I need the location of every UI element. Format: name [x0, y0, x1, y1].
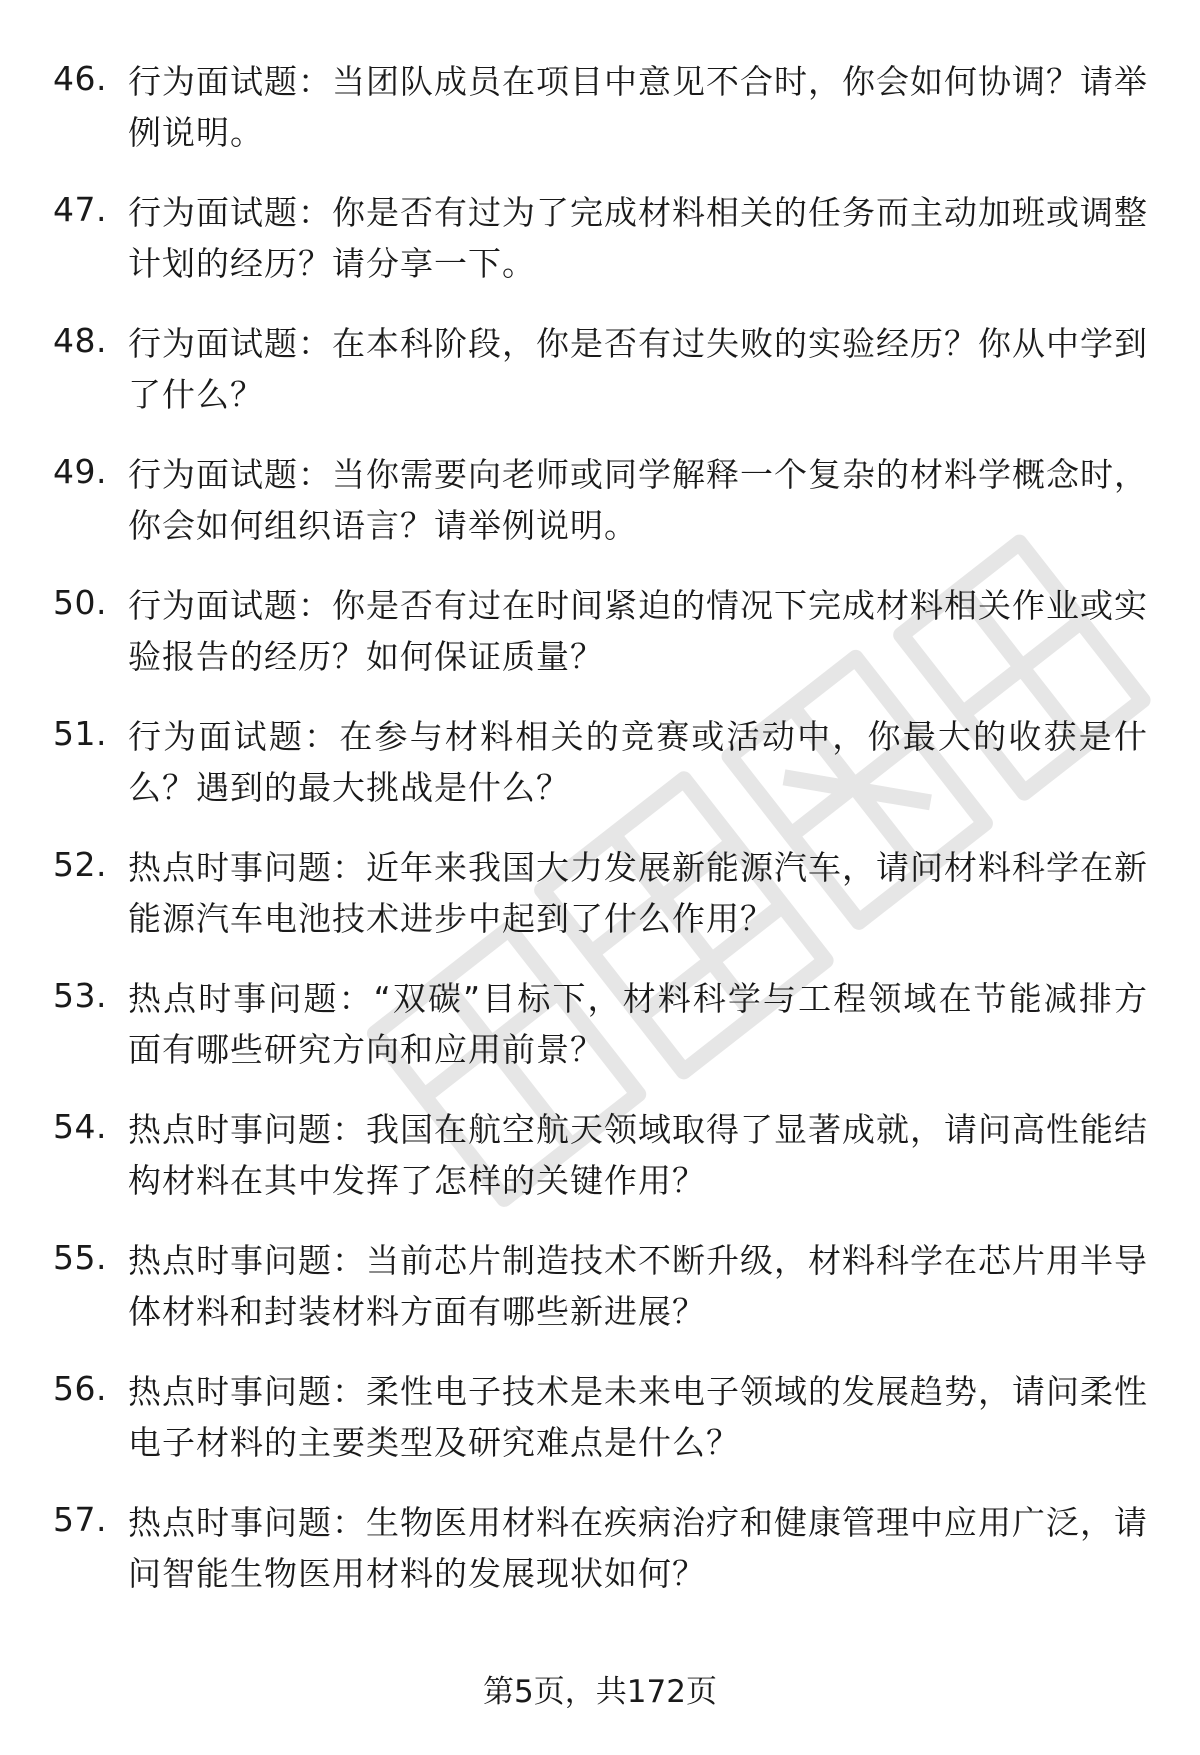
question-item — [0, 1366, 1200, 1497]
question-item — [0, 580, 1200, 711]
question-number: 51. — [53, 714, 107, 753]
question-item — [0, 449, 1200, 580]
question-text: 行为面试题：当团队成员在项目中意见不合时，你会如何协调？请举例说明。 — [128, 62, 1148, 152]
question-text: 热点时事问题：生物医用材料在疾病治疗和健康管理中应用广泛，请问智能生物医用材料的发展现状如何？ — [128, 1503, 1148, 1593]
question-item — [0, 1235, 1200, 1366]
question-number: 47. — [53, 190, 107, 229]
question-text: 热点时事问题：我国在航空航天领域取得了显著成就，请问高性能结构材料在其中发挥了怎样的关键作用？ — [128, 1110, 1148, 1200]
question-item — [0, 318, 1200, 449]
question-number: 56. — [53, 1369, 107, 1408]
question-number: 52. — [53, 845, 107, 884]
question-number: 57. — [53, 1500, 107, 1539]
question-item — [0, 1104, 1200, 1235]
question-text: 热点时事问题：“双碳”目标下，材料科学与工程领域在节能减排方面有哪些研究方向和应用前景？ — [128, 979, 1148, 1069]
question-list — [0, 56, 1200, 1628]
question-text: 行为面试题：在参与材料相关的竞赛或活动中，你最大的收获是什么？遇到的最大挑战是什么？ — [128, 717, 1148, 807]
question-text: 热点时事问题：柔性电子技术是未来电子领域的发展趋势，请问柔性电子材料的主要类型及研究难点是什么？ — [128, 1372, 1148, 1462]
question-number: 49. — [53, 452, 107, 491]
question-number: 55. — [53, 1238, 107, 1277]
question-number: 48. — [53, 321, 107, 360]
question-item — [0, 187, 1200, 318]
question-number: 46. — [53, 59, 107, 98]
question-text: 热点时事问题：近年来我国大力发展新能源汽车，请问材料科学在新能源汽车电池技术进步中起到了什么作用？ — [128, 848, 1148, 938]
question-number: 53. — [53, 976, 107, 1015]
question-item — [0, 842, 1200, 973]
question-text: 行为面试题：在本科阶段，你是否有过失败的实验经历？你从中学到了什么？ — [128, 324, 1148, 414]
question-item — [0, 973, 1200, 1104]
question-item — [0, 711, 1200, 842]
question-text: 行为面试题：你是否有过在时间紧迫的情况下完成材料相关作业或实验报告的经历？如何保证质量？ — [128, 586, 1148, 676]
question-number: 50. — [53, 583, 107, 622]
question-text: 行为面试题：你是否有过为了完成材料相关的任务而主动加班或调整计划的经历？请分享一下。 — [128, 193, 1148, 283]
question-item — [0, 56, 1200, 187]
question-number: 54. — [53, 1107, 107, 1146]
question-item — [0, 1497, 1200, 1628]
question-text: 行为面试题：当你需要向老师或同学解释一个复杂的材料学概念时，你会如何组织语言？请举例说明。 — [128, 455, 1148, 545]
question-text: 热点时事问题：当前芯片制造技术不断升级，材料科学在芯片用半导体材料和封装材料方面有哪些新进展？ — [128, 1241, 1148, 1331]
page-number-footer: 第5页，共172页 — [483, 1674, 717, 1710]
